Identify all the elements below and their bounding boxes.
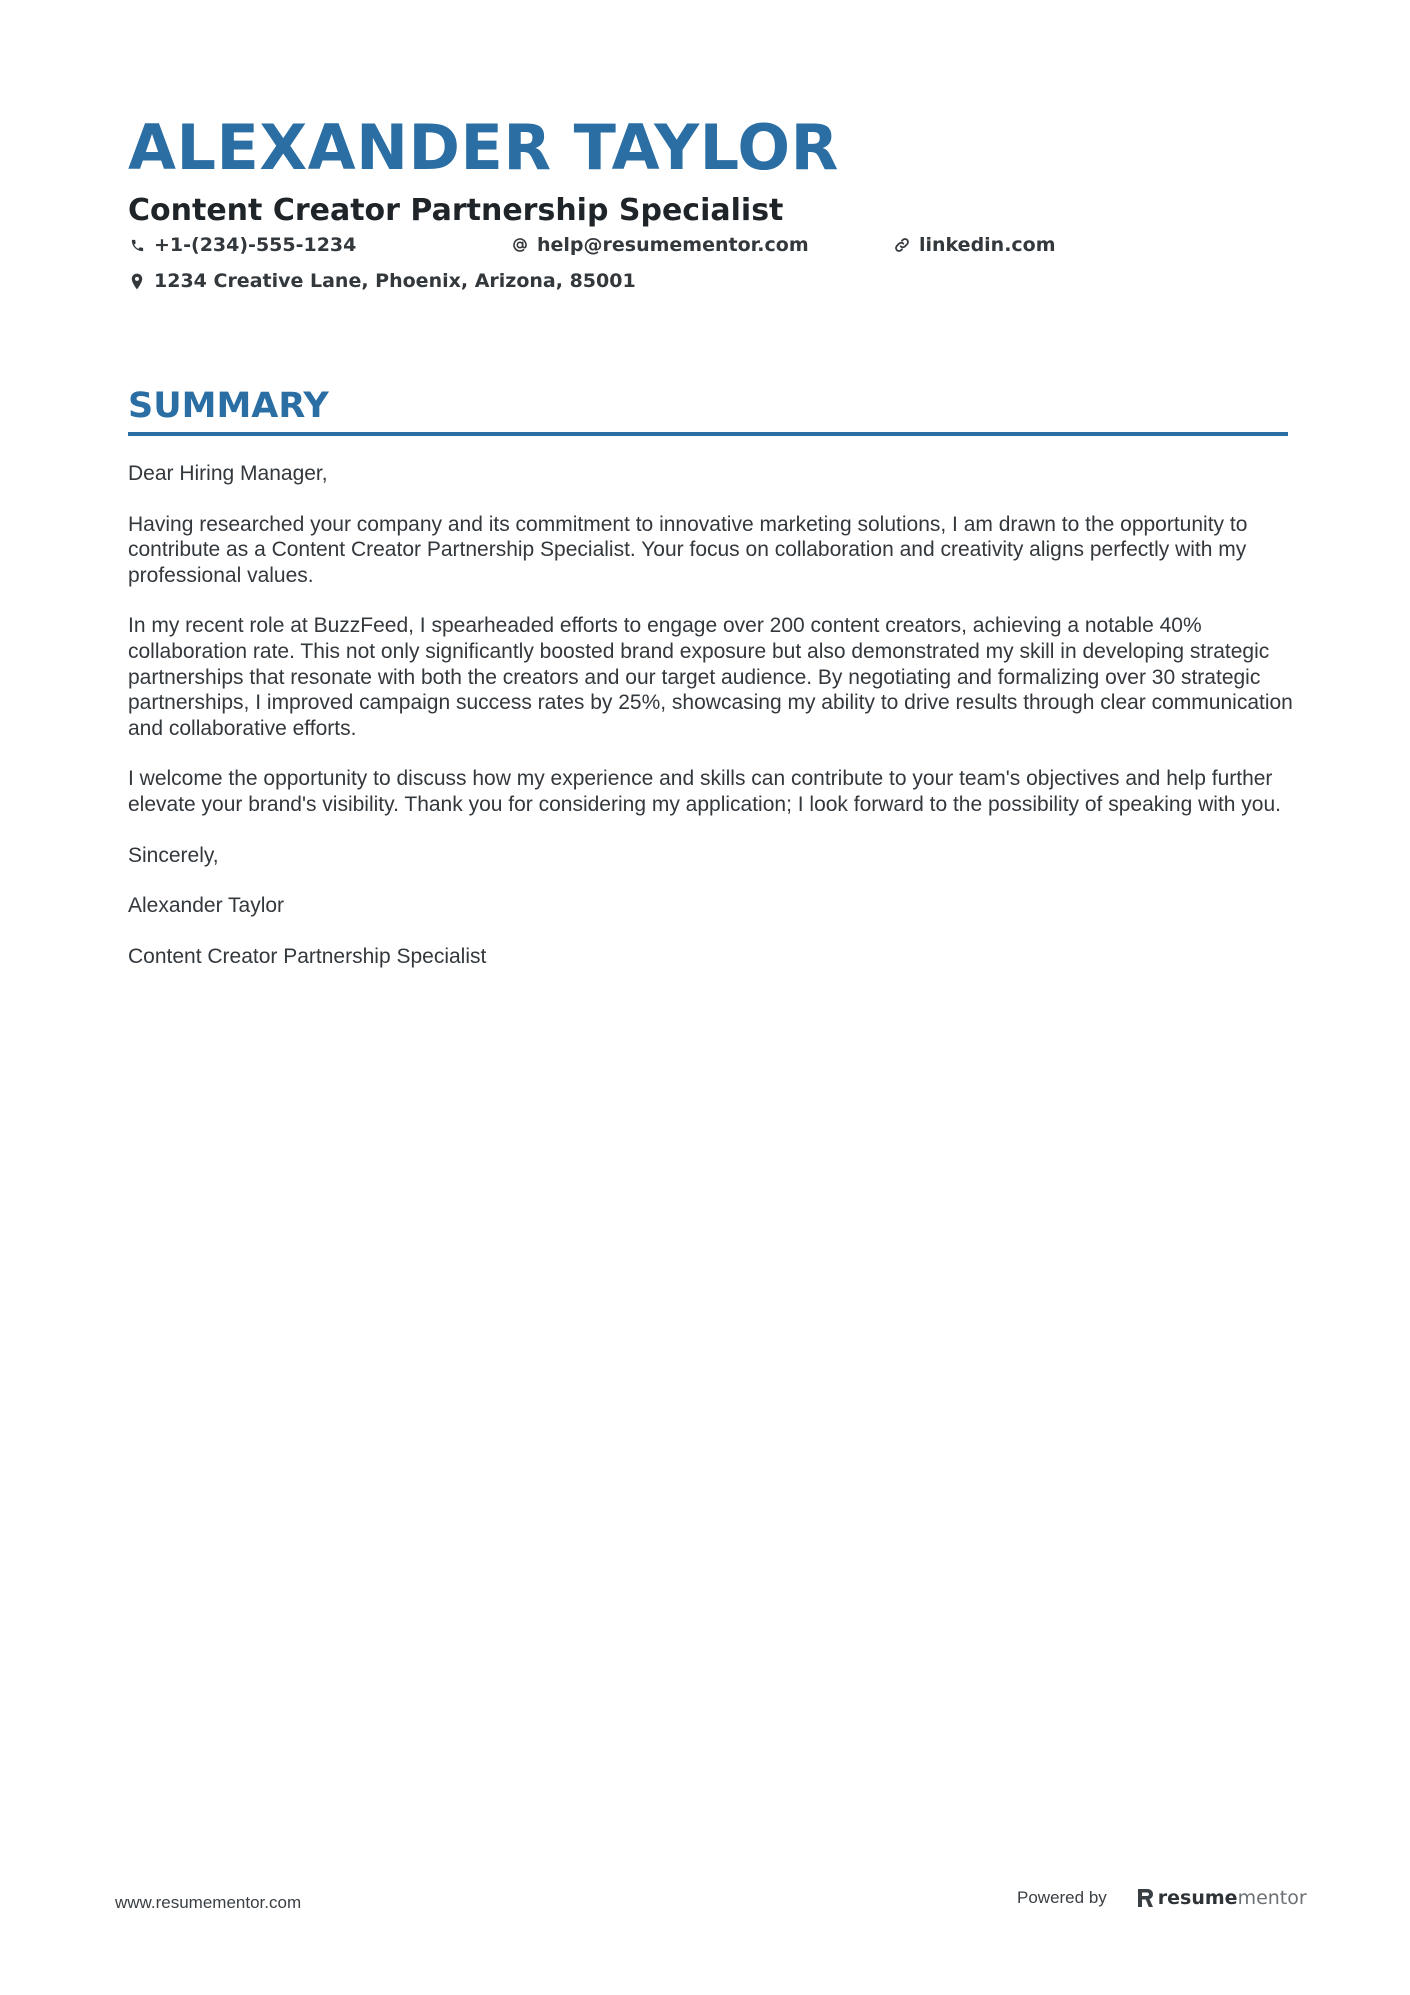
location-pin-icon [128, 271, 146, 291]
summary-section-heading [128, 384, 1288, 436]
salutation: Dear Hiring Manager, [128, 462, 328, 485]
contact-address [128, 270, 636, 292]
contact-phone [128, 234, 356, 256]
signature-title: Content Creator Partnership Specialist [128, 944, 487, 968]
paragraph-intro: Having researched your company and its commitment to innovative marketing solutions, I am drawn to the opportunity to contribute as a Content Creator Partnership Specialist. Your focus on collaboration and creativity aligns perfectly with my professional values. [128, 512, 1248, 587]
contact-link[interactable] [893, 234, 1056, 256]
brand-word-resume: resume [1157, 1887, 1238, 1909]
contact-email[interactable] [511, 234, 809, 256]
paragraph-experience: In my recent role at BuzzFeed, I spearheaded efforts to engage over 200 content creators, achieving a notable 40% collaboration rate. This not only significantly boosted brand exposure but also demonstrated my skill in developing strategic partnerships that resonate with both the creators and our target audience. By negotiating and formalizing over 30 strategic partnerships, I improved campaign success rates by 25%, showcasing my ability to drive results through clear communication and collaborative efforts. [128, 614, 1293, 740]
section-title: SUMMARY [128, 386, 329, 426]
applicant-title: Content Creator Partnership Specialist [128, 193, 784, 228]
link-text[interactable]: linkedin.com [919, 234, 1056, 256]
link-icon [893, 235, 911, 255]
brand-logo[interactable] [1137, 1887, 1307, 1909]
paragraph-closing: I welcome the opportunity to discuss how my experience and skills can contribute to your team's objectives and help further elevate your brand's visibility. Thank you for considering my application; I look forward to the possibility of speaking with you. [128, 767, 1281, 816]
brand-word-mentor: mentor [1237, 1887, 1307, 1909]
phone-icon [128, 235, 146, 255]
section-divider [128, 432, 1288, 436]
at-icon [511, 235, 529, 255]
email-text[interactable]: help@resumementor.com [537, 234, 809, 256]
letter-body [128, 461, 1293, 994]
address-text: 1234 Creative Lane, Phoenix, Arizona, 85001 [154, 270, 636, 292]
applicant-name: ALEXANDER TAYLOR [128, 111, 839, 184]
closing: Sincerely, [128, 843, 219, 867]
resumementor-logo-icon [1137, 1887, 1154, 1909]
header [128, 108, 1288, 292]
footer-website[interactable]: www.resumementor.com [115, 1893, 302, 1912]
footer-branding [1017, 1887, 1307, 1909]
contact-info [128, 234, 1288, 314]
signature-name: Alexander Taylor [128, 894, 285, 918]
powered-by-label: Powered by [1017, 1888, 1107, 1907]
phone-text: +1-(234)-555-1234 [154, 234, 357, 256]
